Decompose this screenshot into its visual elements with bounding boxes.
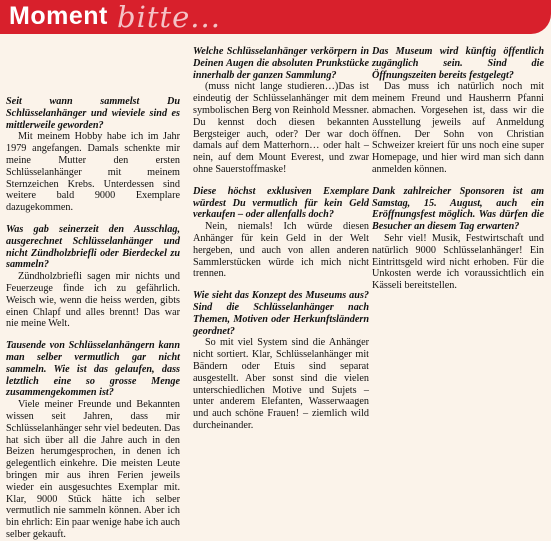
interview-answer: So mit viel System sind die Anhänger nicht sortiert. Klar, Schlüsselanhänger mit Bändern oder Etuis sind separat ausgestellt. Aber sonst sind die vielen unterschiedlichen Motive und Sujets – unter anderem Elefanten, Wasserwaagen und auch schöne Frauen! – ziemlich wild durcheinander. [193, 337, 369, 431]
interview-question: Dank zahlreicher Sponsoren ist am Samstag, 15. August, auch ein Eröffnungsfest möglich. Was dürfen die Besucher an diesem Tag erwarten? [372, 185, 544, 233]
interview-answer: Zündholzbriefli sagen mir nichts und Feuerzeuge finde ich zu gefährlich. Weisch wie, wenn die heiss werden, gibts einen Chlapf und alles brennt! Das war nie meine Welt. [6, 271, 180, 330]
interview-answer: Viele meiner Freunde und Bekannten wissen seit Jahren, dass mir Schlüsselanhänger sehr viel bedeuten. Das hat sich über all die Jahre auch in den Beizen herumgesprochen, in denen ich gelegentlich einkehre. Die meisten Leute bringen mir aus ihren Ferien jeweils wieder ein ausgesuchtes Exemplar mit. Klar, 9000 Stück hätte ich selber vermutlich nie sammeln können. Aber ich bin ehrlich: Ein paar wenige habe ich auch selber gekauft. [6, 399, 180, 540]
interview-answer: Nein, niemals! Ich würde diesen Anhänger für kein Geld in der Welt hergeben, und auch von allen anderen Sammlerstücken würde ich mich nicht trennen. [193, 221, 369, 280]
banner-title: Moment [9, 2, 108, 30]
interview-question: Wie sieht das Konzept des Museums aus? Sind die Schlüsselanhänger nach Themen, Motiven oder Herkunftsländern geordnet? [193, 290, 369, 337]
article-column-1 [6, 96, 180, 541]
interview-answer: Das muss ich natürlich noch mit meinem Freund und Hausherrn Pfanni abmachen. Vorgesehen ist, dass wir die Ausstellung jeweils auf Anmeldung öffnen. Der Sohn von Christian Schweizer kreiert für uns noch eine super Homepage, und hier wird man sich dann anmelden können. [372, 81, 544, 175]
article-column-3 [372, 46, 544, 292]
interview-question: Das Museum wird künftig öffentlich zugänglich sein. Sind die Öffnungszeiten bereits festgelegt? [372, 46, 544, 81]
interview-question: Diese höchst exklusiven Exemplare würdest Du vermutlich für kein Geld verkaufen – oder allenfalls doch? [193, 185, 369, 221]
interview-question: Welche Schlüsselanhänger verkörpern in Deinen Augen die absoluten Prunkstücke innerhalb der ganzen Sammlung? [193, 46, 369, 81]
interview-question: Was gab seinerzeit den Ausschlag, ausgerechnet Schlüsselanhänger und nicht Zündholzbriefli oder Bierdeckel zu sammeln? [6, 223, 180, 271]
interview-answer: Sehr viel! Musik, Festwirtschaft und natürlich 9000 Schlüsselanhänger! Ein Eintrittsgeld wird nicht erhoben. Für die Unkosten werde ich voraussichtlich ein Kässeli bereitstellen. [372, 232, 544, 292]
article-column-2 [193, 46, 369, 432]
header-banner [0, 0, 551, 34]
interview-answer: Mit meinem Hobby habe ich im Jahr 1979 angefangen. Damals schenkte mir meine Mutter den ersten Schlüsselanhänger mit meinem Sternzeichen Krebs. Unterdessen sind weitere bald 9000 Exemplare dazugekommen. [6, 131, 180, 214]
interview-question: Seit wann sammelst Du Schlüsselanhänger und wieviele sind es mittlerweile geworden? [6, 96, 180, 131]
interview-question: Tausende von Schlüsselanhängern kann man selber vermutlich gar nicht sammeln. Wie ist das gelaufen, dass letztlich eine so grosse Menge zusammengekommen ist? [6, 340, 180, 399]
interview-answer: (muss nicht lange studieren…)Das ist eindeutig der Schlüsselanhänger mit dem symbolischen Berg von Reinhold Messner. Du kennst doch diesen bekannten Bergsteiger auch, oder? Der war doch damals auf dem Matterhorn… oder halt – nein, auf dem Mount Everest, und zwar ohne Sauerstoffmaske! [193, 81, 369, 175]
banner-subtitle: bitte... [117, 0, 221, 34]
